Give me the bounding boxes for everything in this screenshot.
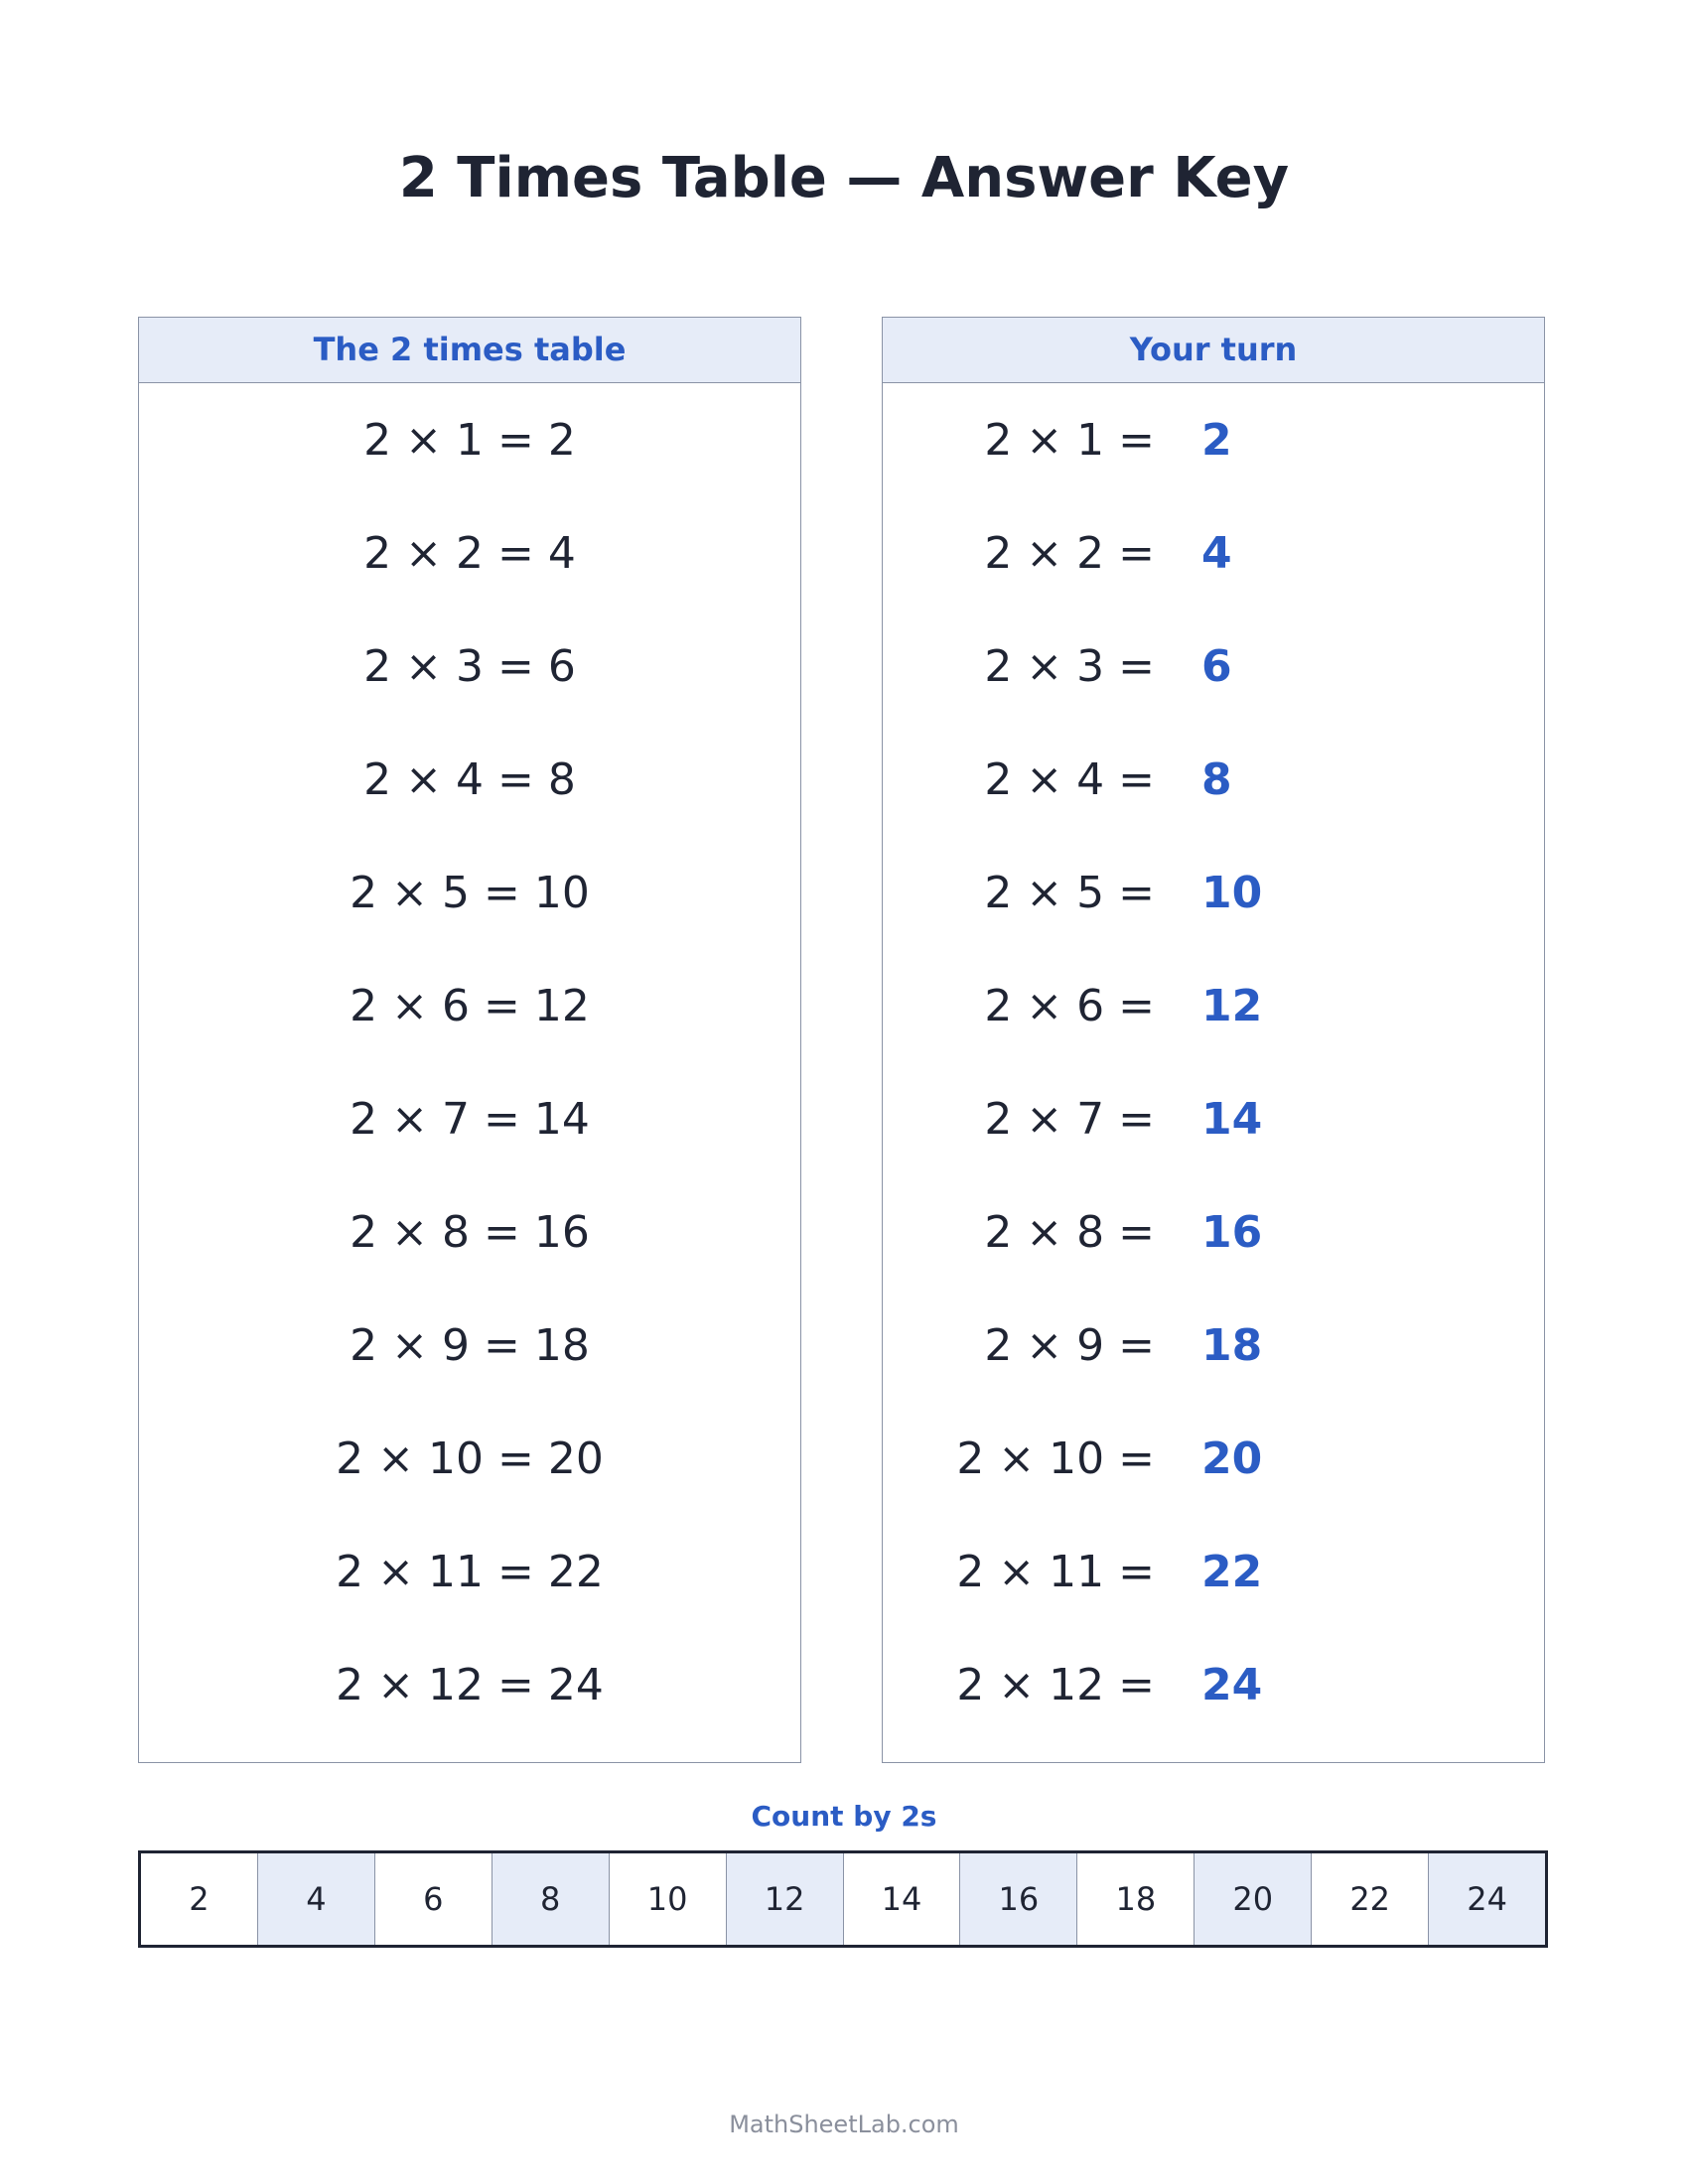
count-cell: 20: [1195, 1853, 1312, 1945]
practice-prompt: 2 × 2 =: [984, 528, 1155, 579]
reference-equation: 2 × 1 = 2: [363, 415, 576, 466]
practice-answer: 22: [1201, 1547, 1263, 1597]
reference-table-heading: The 2 times table: [139, 318, 800, 383]
reference-equation: 2 × 3 = 6: [363, 641, 576, 692]
practice-prompt: 2 × 11 =: [956, 1547, 1155, 1597]
count-cell: 8: [492, 1853, 610, 1945]
practice-table-panel: [882, 317, 1545, 1763]
practice-answer: 24: [1201, 1660, 1263, 1710]
practice-answer: 16: [1201, 1207, 1263, 1258]
practice-prompt: 2 × 1 =: [984, 415, 1155, 466]
reference-equation: 2 × 9 = 18: [350, 1320, 590, 1371]
count-cell: 14: [844, 1853, 961, 1945]
reference-equation: 2 × 4 = 8: [363, 754, 576, 805]
count-cell: 22: [1312, 1853, 1429, 1945]
count-cell: 2: [141, 1853, 258, 1945]
practice-row: [883, 741, 1544, 820]
practice-prompt: 2 × 10 =: [956, 1433, 1155, 1484]
practice-row: [883, 1193, 1544, 1273]
practice-prompt: 2 × 3 =: [984, 641, 1155, 692]
reference-table-panel: [138, 317, 801, 1763]
practice-answer: 10: [1201, 868, 1263, 918]
practice-prompt: 2 × 7 =: [984, 1094, 1155, 1145]
practice-prompt: 2 × 12 =: [956, 1660, 1155, 1710]
count-by-label: Count by 2s: [751, 1800, 937, 1833]
reference-equation: 2 × 2 = 4: [363, 528, 576, 579]
practice-prompt: 2 × 9 =: [984, 1320, 1155, 1371]
count-cell: 4: [258, 1853, 375, 1945]
site-footer: MathSheetLab.com: [729, 2111, 959, 2138]
count-cell: 6: [375, 1853, 492, 1945]
reference-equation: 2 × 12 = 24: [336, 1660, 604, 1710]
practice-row: [883, 967, 1544, 1046]
practice-prompt: 2 × 6 =: [984, 981, 1155, 1031]
count-cell: 24: [1429, 1853, 1545, 1945]
practice-prompt: 2 × 8 =: [984, 1207, 1155, 1258]
practice-row: [883, 854, 1544, 933]
reference-equation: 2 × 7 = 14: [350, 1094, 590, 1145]
reference-equation: 2 × 8 = 16: [350, 1207, 590, 1258]
practice-answer: 12: [1201, 981, 1263, 1031]
practice-prompt: 2 × 4 =: [984, 754, 1155, 805]
practice-row: [883, 401, 1544, 480]
count-cell: 10: [610, 1853, 727, 1945]
count-by-strip: [138, 1850, 1548, 1948]
practice-prompt: 2 × 5 =: [984, 868, 1155, 918]
practice-table-heading: Your turn: [883, 318, 1544, 383]
reference-equation: 2 × 5 = 10: [350, 868, 590, 918]
practice-row: [883, 1533, 1544, 1612]
practice-row: [883, 514, 1544, 594]
count-cell: 16: [960, 1853, 1077, 1945]
practice-row: [883, 1080, 1544, 1160]
practice-answer: 8: [1201, 754, 1232, 805]
reference-equation: 2 × 10 = 20: [336, 1433, 604, 1484]
page-title: 2 Times Table — Answer Key: [398, 146, 1290, 210]
practice-answer: 6: [1201, 641, 1232, 692]
reference-equation: 2 × 11 = 22: [336, 1547, 604, 1597]
practice-answer: 2: [1201, 415, 1232, 466]
practice-row: [883, 1646, 1544, 1725]
practice-answer: 20: [1201, 1433, 1263, 1484]
practice-answer: 18: [1201, 1320, 1263, 1371]
practice-row: [883, 627, 1544, 707]
practice-answer: 14: [1201, 1094, 1263, 1145]
count-cell: 12: [727, 1853, 844, 1945]
count-cell: 18: [1077, 1853, 1195, 1945]
practice-row: [883, 1420, 1544, 1499]
practice-row: [883, 1306, 1544, 1386]
reference-equation: 2 × 6 = 12: [350, 981, 590, 1031]
practice-answer: 4: [1201, 528, 1232, 579]
